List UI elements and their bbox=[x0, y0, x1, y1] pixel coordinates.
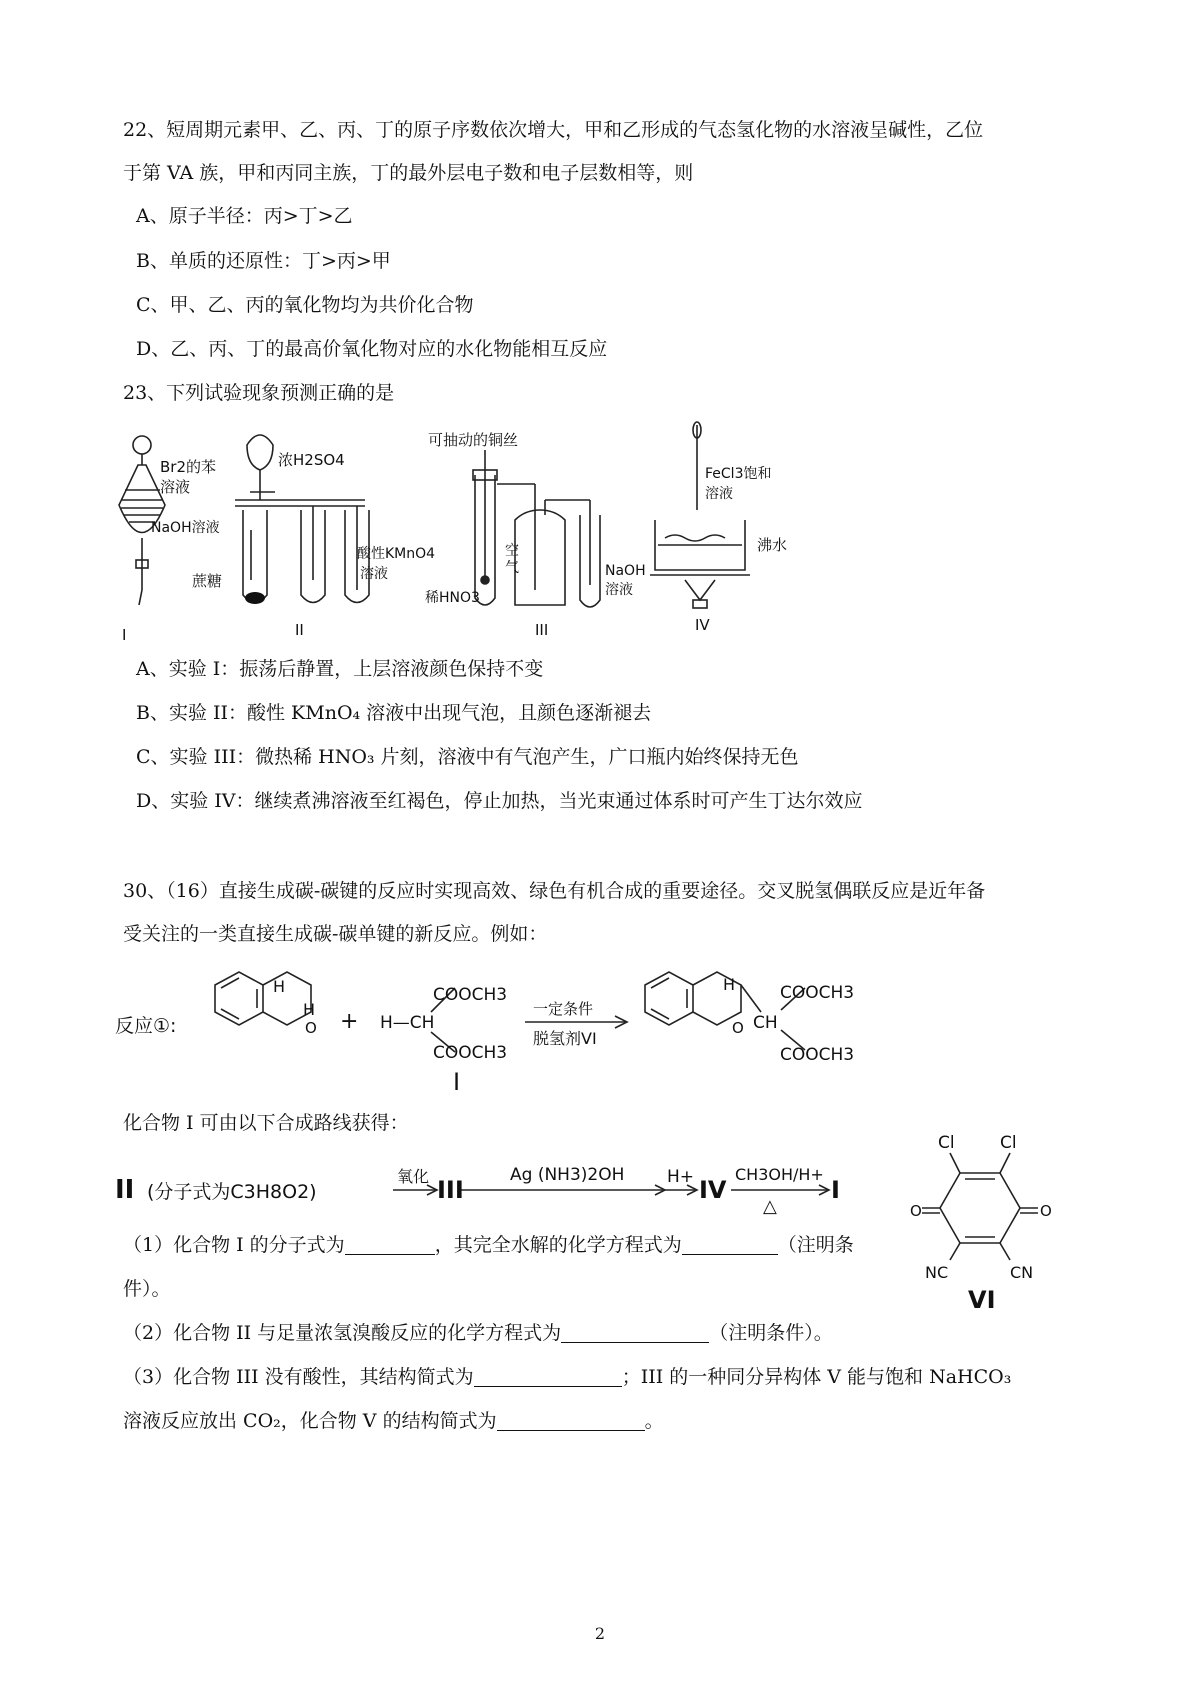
product-h: H bbox=[723, 975, 736, 994]
route-ii: II bbox=[115, 1175, 135, 1205]
roman-iv: IV bbox=[695, 616, 710, 634]
malonate-hch: H—CH bbox=[380, 1013, 435, 1033]
label-sugar: 蔗糖 bbox=[192, 572, 223, 590]
label-kmno4: 酸性KMnO4 bbox=[357, 546, 436, 562]
q23-option-c: C、实验 III：微热稀 HNO₃ 片刻，溶液中有气泡产生，广口瓶内始终保持无色 bbox=[136, 746, 799, 768]
sub1-blank-equation[interactable] bbox=[682, 1234, 778, 1255]
route-iii: III bbox=[437, 1176, 464, 1204]
reactant-h-top: H bbox=[273, 977, 286, 996]
sub3-part1: （3）化合物 III 没有酸性，其结构简式为 bbox=[123, 1366, 474, 1388]
label-air: 空 bbox=[505, 543, 519, 559]
sub3-line1 bbox=[123, 1364, 1011, 1390]
roman-iii: III bbox=[535, 621, 549, 639]
page-number: 2 bbox=[594, 1624, 606, 1643]
label-copper-wire: 可抽动的铜丝 bbox=[428, 431, 519, 449]
sub2-part1: （2）化合物 II 与足量浓氢溴酸反应的化学方程式为 bbox=[123, 1322, 562, 1344]
q22-option-c: C、甲、乙、丙的氧化物均为共价化合物 bbox=[136, 294, 474, 316]
vi-nc: NC bbox=[925, 1263, 949, 1282]
synthesis-intro: 化合物 I 可由以下合成路线获得： bbox=[123, 1112, 409, 1134]
compound-vi-figure bbox=[910, 1118, 1080, 1318]
reactant-h-right: H bbox=[303, 1000, 316, 1019]
q22-option-d: D、乙、丙、丁的最高价氧化物对应的水化物能相互反应 bbox=[136, 338, 608, 360]
route-tollens: Ag (NH3)2OH bbox=[510, 1165, 625, 1185]
malonate-cooch3-top: COOCH3 bbox=[433, 985, 508, 1005]
vi-o-right: O bbox=[1040, 1202, 1052, 1220]
q23-option-b: B、实验 II：酸性 KMnO₄ 溶液中出现气泡，且颜色逐渐褪去 bbox=[136, 702, 652, 724]
route-methanol: CH3OH/H+ bbox=[735, 1165, 824, 1184]
label-hno3: 稀HNO3 bbox=[425, 590, 480, 606]
route-iv: IV bbox=[699, 1176, 727, 1204]
reaction-label: 反应①: bbox=[115, 1015, 177, 1037]
sub2-blank-equation[interactable] bbox=[561, 1322, 709, 1343]
route-i: I bbox=[831, 1176, 840, 1204]
vi-label: VI bbox=[968, 1286, 996, 1314]
sub3-part2: ；III 的一种同分异构体 V 能与饱和 NaHCO₃ bbox=[621, 1366, 1012, 1388]
label-fecl3-2: 溶液 bbox=[705, 486, 733, 502]
label-h2so4: 浓H2SO4 bbox=[278, 451, 345, 469]
q23-option-d: D、实验 IV：继续煮沸溶液至红褐色，停止加热，当光束通过体系时可产生丁达尔效应 bbox=[136, 790, 863, 812]
sub3-line2 bbox=[123, 1408, 664, 1434]
route-formula: (分子式为C3H8O2) bbox=[147, 1181, 317, 1203]
q22-option-b: B、单质的还原性：丁>丙>甲 bbox=[136, 250, 391, 272]
route-oxidation: 氧化 bbox=[397, 1167, 430, 1186]
route-h-plus: H+ bbox=[667, 1167, 695, 1187]
label-boiling-water: 沸水 bbox=[757, 536, 788, 554]
vi-cl-right: Cl bbox=[1000, 1133, 1017, 1153]
sub1-line2: 件）。 bbox=[123, 1278, 171, 1300]
label-kmno4-2: 溶液 bbox=[360, 566, 388, 582]
arrow-condition: 一定条件 bbox=[533, 1000, 594, 1018]
q22-stem-line2: 于第 VA 族，甲和丙同主族，丁的最外层电子数和电子层数相等，则 bbox=[123, 162, 694, 184]
product-cooch3-top: COOCH3 bbox=[780, 983, 855, 1003]
sub3-blank-structure[interactable] bbox=[474, 1366, 622, 1387]
sub1-line1 bbox=[123, 1232, 854, 1258]
synthesis-route-diagram bbox=[115, 1140, 895, 1220]
plus-sign: + bbox=[340, 1009, 359, 1034]
sub3-line2b: 。 bbox=[644, 1410, 664, 1432]
reactant-o: O bbox=[305, 1019, 317, 1037]
label-naoh-1: NaOH溶液 bbox=[151, 520, 220, 536]
roman-ii: II bbox=[295, 621, 304, 639]
label-naoh-3b: 溶液 bbox=[605, 582, 633, 598]
sub3-line2a: 溶液反应放出 CO₂，化合物 V 的结构简式为 bbox=[123, 1410, 497, 1432]
malonate-cooch3-bottom: COOCH3 bbox=[433, 1043, 508, 1063]
q22-stem-line1: 22、短周期元素甲、乙、丙、丁的原子序数依次增大，甲和乙形成的气态氢化物的水溶液呈碱性，乙位 bbox=[123, 119, 984, 141]
reaction-1-figure bbox=[115, 960, 955, 1100]
sub1-blank-formula[interactable] bbox=[345, 1234, 435, 1255]
sub2-line bbox=[123, 1320, 833, 1346]
label-fecl3: FeCl3饱和 bbox=[705, 466, 772, 482]
product-o: O bbox=[732, 1019, 744, 1037]
q23-stem: 23、下列试验现象预测正确的是 bbox=[123, 382, 395, 404]
sub2-part2: （注明条件）。 bbox=[709, 1322, 833, 1344]
arrow-dehydrogenator: 脱氢剂VI bbox=[533, 1029, 597, 1048]
product-cooch3-bottom: COOCH3 bbox=[780, 1045, 855, 1065]
compound-i-label: I bbox=[453, 1068, 461, 1096]
sub1-part1: （1）化合物 I 的分子式为 bbox=[123, 1234, 345, 1256]
roman-i: I bbox=[122, 626, 127, 644]
vi-o-left: O bbox=[910, 1202, 922, 1220]
q30-stem-line2: 受关注的一类直接生成碳-碳单键的新反应。例如： bbox=[123, 923, 548, 945]
sub3-blank-v-structure[interactable] bbox=[497, 1410, 645, 1431]
vi-cn: CN bbox=[1010, 1263, 1034, 1282]
synthesis-route-figure bbox=[115, 1140, 895, 1220]
q30-stem-line1: 30、（16）直接生成碳-碳键的反应时实现高效、绿色有机合成的重要途径。交叉脱氢偶联反应是近年备 bbox=[123, 880, 986, 902]
sub1-part2: ，其完全水解的化学方程式为 bbox=[434, 1234, 682, 1256]
sub1-part3: （注明条 bbox=[777, 1234, 854, 1256]
q22-option-a: A、原子半径：丙>丁>乙 bbox=[136, 205, 353, 227]
label-br2: Br2的苯 bbox=[160, 458, 217, 476]
q23-option-a: A、实验 I：振荡后静置，上层溶液颜色保持不变 bbox=[136, 658, 544, 680]
reaction-1-diagram bbox=[115, 960, 955, 1100]
compound-vi-structure bbox=[910, 1118, 1080, 1318]
route-heat: △ bbox=[763, 1196, 777, 1217]
label-naoh-3: NaOH bbox=[605, 563, 646, 579]
label-br2-2: 溶液 bbox=[160, 478, 191, 496]
vi-cl-left: Cl bbox=[938, 1133, 955, 1153]
label-air-2: 气 bbox=[505, 560, 519, 576]
product-ch: CH bbox=[753, 1013, 778, 1033]
